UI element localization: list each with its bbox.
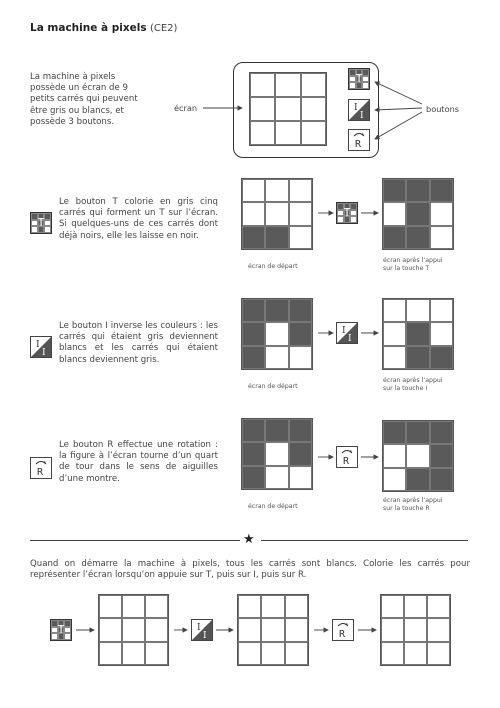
row-r-text: Le bouton R effectue une rotation : la figure à l’écran tourne d’un quart de tour dans le sens de aiguilles d’une montre. [59,440,218,484]
svg-text:R: R [355,139,362,150]
buttons-label: boutons [426,104,460,114]
caption-line-1: écran après l’appui [383,257,443,264]
svg-text:R: R [343,456,350,467]
t-button-letter: T [57,623,65,636]
row-t-text: Le bouton T colorie en gris cinq carrés qui forment un T sur l’écran. Si quelques-uns de ces carrés dont déjà noirs, elle les laisse en noir. [59,197,218,241]
caption-line-1: écran après l’appui [383,497,443,504]
svg-text:I: I [342,326,346,336]
title-level: (CE2) [149,23,178,34]
caption-line-2: sur la touche R [383,505,430,512]
svg-text:I: I [42,348,46,358]
svg-text:I: I [360,111,364,121]
t-button-letter: T [37,216,45,229]
title-main: La machine à pixels [30,22,147,34]
svg-text:I: I [354,103,358,113]
intro-text: La machine à pixels possède un écran de 9 petits carrés qui peuvent être gris ou blancs, et possède 3 boutons. [30,72,138,127]
svg-text:I: I [36,340,40,350]
svg-text:I: I [348,334,352,344]
t-button-letter: T [355,72,363,85]
svg-text:R: R [339,629,346,640]
caption-line-2: sur la touche T [383,265,430,272]
svg-text:I: I [203,631,207,641]
row-i-text: Le bouton I inverse les couleurs : les carrés qui étaient gris deviennent blancs et les carrés qui étaient blancs deviennent gris. [59,321,218,365]
row-i-start-caption: écran de départ [248,383,298,390]
svg-text:I: I [197,623,201,633]
caption-line-2: sur la touche I [383,385,428,392]
star-icon: ★ [243,532,255,547]
svg-text:R: R [37,467,44,478]
exercise-text: Quand on démarre la machine à pixels, tous les carrés sont blancs. Colorie les carrés pour représenter l’écran lorsqu’on appuie sur T, puis sur I, puis sur R. [30,559,470,581]
t-button-letter: T [343,206,351,219]
caption-line-1: écran après l’appui [383,377,443,384]
row-r-start-caption: écran de départ [248,503,298,510]
screen-label: écran [174,103,198,113]
row-t-start-caption: écran de départ [248,263,298,270]
